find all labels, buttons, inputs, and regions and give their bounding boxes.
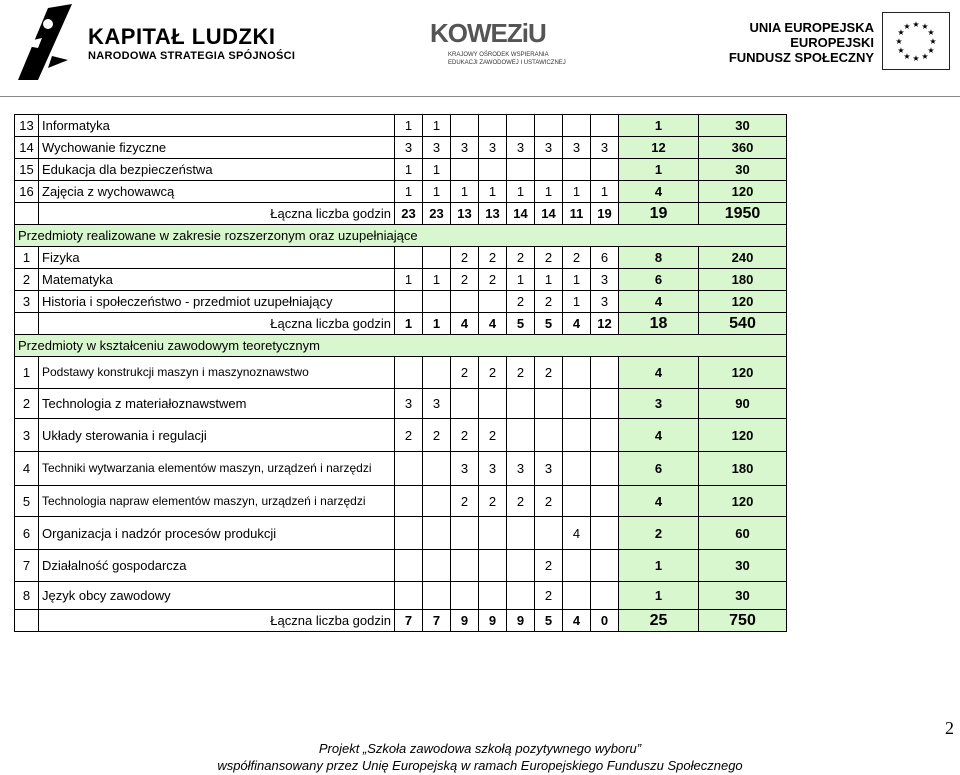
section-row [15, 225, 787, 247]
hours-cell [591, 582, 619, 610]
eu-line-3: FUNDUSZ SPOŁECZNY [728, 50, 874, 65]
subject-name-cell: Organizacja i nadzór procesów produkcji [39, 517, 395, 550]
total-spacer-cell [15, 313, 39, 335]
row-number-cell: 4 [15, 452, 39, 486]
hours-cell: 2 [535, 357, 563, 389]
hours-cell [479, 159, 507, 181]
hours-cell [563, 357, 591, 389]
hours-cell [591, 550, 619, 582]
total-row [15, 610, 787, 632]
weekly-sum-cell: 4 [619, 419, 699, 452]
svg-text:★: ★ [929, 37, 937, 46]
hours-cell: 2 [507, 357, 535, 389]
footer-project-line: Projekt „Szkoła zawodowa szkołą pozytywnego wyboru” [318, 741, 642, 756]
hours-cell [591, 486, 619, 517]
total-hours-cell: 5 [535, 610, 563, 632]
row-number-cell: 15 [15, 159, 39, 181]
koweziu-line-1: KRAJOWY OŚRODEK WSPIERANIA [448, 52, 549, 58]
total-label-cell: Łączna liczba godzin [39, 313, 395, 335]
eu-line-1: UNIA EUROPEJSKA [749, 20, 874, 35]
total-hours-cell: 14 [507, 203, 535, 225]
hours-cell [451, 582, 479, 610]
svg-text:★: ★ [927, 28, 935, 37]
total-hours-cell: 60 [699, 517, 787, 550]
svg-text:★: ★ [903, 52, 911, 61]
total-hours-cell: 360 [699, 137, 787, 159]
weekly-sum-cell: 2 [619, 517, 699, 550]
total-grand-cell: 750 [699, 610, 787, 632]
hours-cell [395, 517, 423, 550]
svg-text:★: ★ [897, 46, 905, 55]
row-number-cell: 8 [15, 582, 39, 610]
total-hours-cell: 4 [563, 610, 591, 632]
hours-cell [423, 357, 451, 389]
hours-cell [395, 291, 423, 313]
hours-cell: 3 [479, 452, 507, 486]
hours-cell [479, 582, 507, 610]
total-hours-cell: 12 [591, 313, 619, 335]
hours-cell: 2 [451, 269, 479, 291]
total-hours-cell: 120 [699, 181, 787, 203]
hours-cell [591, 115, 619, 137]
row-number-cell: 14 [15, 137, 39, 159]
total-hours-cell: 13 [451, 203, 479, 225]
hours-cell: 2 [479, 486, 507, 517]
hours-cell: 2 [535, 582, 563, 610]
total-hours-cell: 0 [591, 610, 619, 632]
subject-name-cell: Podstawy konstrukcji maszyn i maszynoznawstwo [39, 357, 395, 389]
table-row [15, 486, 787, 517]
total-hours-cell: 5 [535, 313, 563, 335]
hours-cell: 3 [395, 389, 423, 419]
header-divider [0, 96, 960, 97]
total-hours-cell: 240 [699, 247, 787, 269]
hours-cell [563, 419, 591, 452]
total-hours-cell: 7 [395, 610, 423, 632]
hours-cell [507, 115, 535, 137]
hours-cell: 2 [451, 357, 479, 389]
svg-text:★: ★ [897, 28, 905, 37]
hours-cell [451, 517, 479, 550]
hours-cell: 6 [591, 247, 619, 269]
hours-cell: 2 [479, 419, 507, 452]
svg-text:★: ★ [921, 22, 929, 31]
hours-cell: 3 [535, 137, 563, 159]
total-hours-cell: 120 [699, 291, 787, 313]
total-hours-cell: 7 [423, 610, 451, 632]
total-hours-cell: 23 [423, 203, 451, 225]
hours-cell: 2 [395, 419, 423, 452]
hours-cell [535, 419, 563, 452]
hours-cell [563, 550, 591, 582]
subject-name-cell: Matematyka [39, 269, 395, 291]
total-hours-cell: 4 [479, 313, 507, 335]
total-label-cell: Łączna liczba godzin [39, 203, 395, 225]
hours-cell: 3 [591, 291, 619, 313]
kapital-ludzki-logo [8, 4, 308, 84]
subject-name-cell: Układy sterowania i regulacji [39, 419, 395, 452]
koweziu-logo [430, 18, 570, 78]
table-row [15, 452, 787, 486]
hours-cell [395, 486, 423, 517]
subject-name-cell: Technologia z materiałoznawstwem [39, 389, 395, 419]
hours-cell [563, 389, 591, 419]
hours-cell [535, 115, 563, 137]
total-hours-cell: 1 [423, 313, 451, 335]
hours-cell [563, 159, 591, 181]
total-hours-cell: 14 [535, 203, 563, 225]
hours-cell [451, 550, 479, 582]
hours-cell: 1 [563, 291, 591, 313]
row-number-cell: 13 [15, 115, 39, 137]
hours-cell: 1 [563, 269, 591, 291]
total-grand-cell: 1950 [699, 203, 787, 225]
table-row [15, 115, 787, 137]
row-number-cell: 16 [15, 181, 39, 203]
hours-cell: 2 [535, 550, 563, 582]
hours-cell [479, 389, 507, 419]
subject-name-cell: Język obcy zawodowy [39, 582, 395, 610]
table-row [15, 291, 787, 313]
total-hours-cell: 30 [699, 582, 787, 610]
hours-cell [395, 550, 423, 582]
hours-cell: 2 [507, 291, 535, 313]
subject-name-cell: Historia i społeczeństwo - przedmiot uzupełniający [39, 291, 395, 313]
subject-name-cell: Wychowanie fizyczne [39, 137, 395, 159]
hours-cell [591, 452, 619, 486]
hours-cell [479, 517, 507, 550]
total-hours-cell: 23 [395, 203, 423, 225]
table-row [15, 159, 787, 181]
hours-cell [507, 159, 535, 181]
hours-cell [507, 389, 535, 419]
total-grand-cell: 540 [699, 313, 787, 335]
total-hours-cell: 11 [563, 203, 591, 225]
total-row [15, 203, 787, 225]
hours-cell [563, 115, 591, 137]
weekly-sum-cell: 3 [619, 389, 699, 419]
hours-cell: 1 [535, 181, 563, 203]
hours-cell: 1 [507, 181, 535, 203]
hours-cell [591, 159, 619, 181]
svg-text:★: ★ [927, 46, 935, 55]
hours-cell [395, 247, 423, 269]
subject-name-cell: Fizyka [39, 247, 395, 269]
hours-cell [479, 115, 507, 137]
hours-cell: 2 [451, 419, 479, 452]
hours-cell: 1 [507, 269, 535, 291]
hours-cell: 1 [563, 181, 591, 203]
hours-cell [507, 582, 535, 610]
row-number-cell: 7 [15, 550, 39, 582]
row-number-cell: 3 [15, 291, 39, 313]
table-row [15, 550, 787, 582]
total-hours-cell: 180 [699, 452, 787, 486]
koweziu-title: KOWEZiU [430, 18, 546, 48]
row-number-cell: 1 [15, 357, 39, 389]
hours-cell: 1 [423, 269, 451, 291]
hours-cell [563, 582, 591, 610]
svg-text:★: ★ [903, 22, 911, 31]
total-hours-cell: 13 [479, 203, 507, 225]
total-hours-cell: 9 [507, 610, 535, 632]
hours-cell [395, 357, 423, 389]
hours-cell: 2 [451, 247, 479, 269]
hours-cell: 2 [451, 486, 479, 517]
hours-cell: 3 [535, 452, 563, 486]
eu-logo [728, 12, 950, 72]
footer-cofinance-line: współfinansowany przez Unię Europejską w ramach Europejskiego Funduszu Społecznego [217, 758, 743, 773]
weekly-sum-cell: 6 [619, 452, 699, 486]
total-hours-cell: 9 [451, 610, 479, 632]
section-row [15, 335, 787, 357]
hours-cell: 2 [507, 247, 535, 269]
hours-cell [479, 550, 507, 582]
row-number-cell: 1 [15, 247, 39, 269]
row-number-cell: 2 [15, 269, 39, 291]
hours-cell: 2 [563, 247, 591, 269]
subject-name-cell: Technologia napraw elementów maszyn, urządzeń i narzędzi [39, 486, 395, 517]
hours-cell: 2 [535, 486, 563, 517]
svg-text:★: ★ [921, 52, 929, 61]
weekly-sum-cell: 6 [619, 269, 699, 291]
hours-cell [423, 582, 451, 610]
total-label-cell: Łączna liczba godzin [39, 610, 395, 632]
hours-cell [423, 517, 451, 550]
total-spacer-cell [15, 203, 39, 225]
subject-name-cell: Edukacja dla bezpieczeństwa [39, 159, 395, 181]
hours-cell: 3 [451, 137, 479, 159]
page-header [0, 0, 960, 96]
hours-cell: 1 [395, 159, 423, 181]
table-row [15, 247, 787, 269]
hours-cell: 1 [451, 181, 479, 203]
hours-cell: 2 [479, 269, 507, 291]
curriculum-table [14, 114, 787, 632]
total-sum-cell: 18 [619, 313, 699, 335]
hours-cell: 1 [395, 181, 423, 203]
hours-cell [563, 452, 591, 486]
hours-cell: 3 [479, 137, 507, 159]
hours-cell: 1 [479, 181, 507, 203]
total-hours-cell: 9 [479, 610, 507, 632]
eu-flag-icon [882, 12, 950, 70]
hours-cell [423, 486, 451, 517]
hours-cell: 3 [563, 137, 591, 159]
hours-cell: 1 [535, 269, 563, 291]
hours-cell: 2 [535, 291, 563, 313]
hours-cell: 2 [479, 247, 507, 269]
weekly-sum-cell: 4 [619, 291, 699, 313]
weekly-sum-cell: 1 [619, 582, 699, 610]
hours-cell [591, 517, 619, 550]
total-hours-cell: 90 [699, 389, 787, 419]
table-row [15, 419, 787, 452]
svg-text:★: ★ [912, 54, 920, 63]
table-row [15, 181, 787, 203]
hours-cell: 1 [395, 269, 423, 291]
hours-cell [591, 357, 619, 389]
total-spacer-cell [15, 610, 39, 632]
total-hours-cell: 30 [699, 550, 787, 582]
weekly-sum-cell: 4 [619, 357, 699, 389]
hours-cell [507, 550, 535, 582]
kapital-ludzki-title: KAPITAŁ LUDZKI [88, 24, 276, 49]
hours-cell: 3 [591, 269, 619, 291]
hours-cell: 3 [507, 452, 535, 486]
hours-cell [507, 419, 535, 452]
hours-cell: 3 [395, 137, 423, 159]
total-hours-cell: 30 [699, 159, 787, 181]
hours-cell: 2 [507, 486, 535, 517]
total-hours-cell: 30 [699, 115, 787, 137]
row-number-cell: 3 [15, 419, 39, 452]
hours-cell: 3 [423, 137, 451, 159]
table-row [15, 357, 787, 389]
weekly-sum-cell: 8 [619, 247, 699, 269]
hours-cell [507, 517, 535, 550]
table-row [15, 389, 787, 419]
hours-cell: 1 [423, 115, 451, 137]
hours-cell [423, 291, 451, 313]
hours-cell [479, 291, 507, 313]
hours-cell [451, 159, 479, 181]
svg-text:★: ★ [912, 20, 920, 29]
subject-name-cell: Informatyka [39, 115, 395, 137]
subject-name-cell: Zajęcia z wychowawcą [39, 181, 395, 203]
total-row [15, 313, 787, 335]
subject-name-cell: Techniki wytwarzania elementów maszyn, urządzeń i narzędzi [39, 452, 395, 486]
hours-cell: 1 [423, 181, 451, 203]
hours-cell: 3 [591, 137, 619, 159]
hours-cell: 3 [451, 452, 479, 486]
hours-cell [563, 486, 591, 517]
hours-cell [535, 159, 563, 181]
hours-cell [395, 452, 423, 486]
hours-cell: 2 [535, 247, 563, 269]
weekly-sum-cell: 4 [619, 181, 699, 203]
weekly-sum-cell: 1 [619, 115, 699, 137]
hours-cell: 1 [395, 115, 423, 137]
page-number: 2 [945, 718, 954, 738]
hours-cell: 1 [423, 159, 451, 181]
hours-cell [451, 115, 479, 137]
kapital-ludzki-subtitle: NARODOWA STRATEGIA SPÓJNOŚCI [88, 50, 296, 62]
hours-cell [591, 419, 619, 452]
hours-cell: 4 [563, 517, 591, 550]
hours-cell [423, 452, 451, 486]
hours-cell: 3 [423, 389, 451, 419]
hours-cell [395, 582, 423, 610]
total-hours-cell: 120 [699, 357, 787, 389]
section-header-extended: Przedmioty realizowane w zakresie rozszerzonym oraz uzupełniające [15, 225, 787, 247]
weekly-sum-cell: 1 [619, 550, 699, 582]
total-hours-cell: 5 [507, 313, 535, 335]
row-number-cell: 2 [15, 389, 39, 419]
hours-cell: 1 [591, 181, 619, 203]
eu-line-2: EUROPEJSKI [790, 35, 874, 50]
hours-cell: 2 [423, 419, 451, 452]
subject-name-cell: Działalność gospodarcza [39, 550, 395, 582]
hours-cell [535, 517, 563, 550]
total-sum-cell: 19 [619, 203, 699, 225]
total-hours-cell: 4 [451, 313, 479, 335]
hours-cell: 2 [479, 357, 507, 389]
hours-cell [591, 389, 619, 419]
hours-cell [423, 247, 451, 269]
total-hours-cell: 180 [699, 269, 787, 291]
total-sum-cell: 25 [619, 610, 699, 632]
total-hours-cell: 19 [591, 203, 619, 225]
hours-cell [423, 550, 451, 582]
row-number-cell: 6 [15, 517, 39, 550]
total-hours-cell: 4 [563, 313, 591, 335]
weekly-sum-cell: 12 [619, 137, 699, 159]
hours-cell [451, 291, 479, 313]
hours-cell: 3 [507, 137, 535, 159]
table-row [15, 269, 787, 291]
table-row [15, 582, 787, 610]
kapital-ludzki-emblem-icon [8, 4, 78, 80]
table-row [15, 137, 787, 159]
hours-cell [451, 389, 479, 419]
section-header-vocational: Przedmioty w kształceniu zawodowym teoretycznym [15, 335, 787, 357]
weekly-sum-cell: 4 [619, 486, 699, 517]
table-row [15, 517, 787, 550]
hours-cell [535, 389, 563, 419]
koweziu-line-2: EDUKACJI ZAWODOWEJ I USTAWICZNEJ [448, 60, 566, 66]
row-number-cell: 5 [15, 486, 39, 517]
total-hours-cell: 1 [395, 313, 423, 335]
weekly-sum-cell: 1 [619, 159, 699, 181]
total-hours-cell: 120 [699, 486, 787, 517]
total-hours-cell: 120 [699, 419, 787, 452]
svg-text:★: ★ [895, 37, 903, 46]
